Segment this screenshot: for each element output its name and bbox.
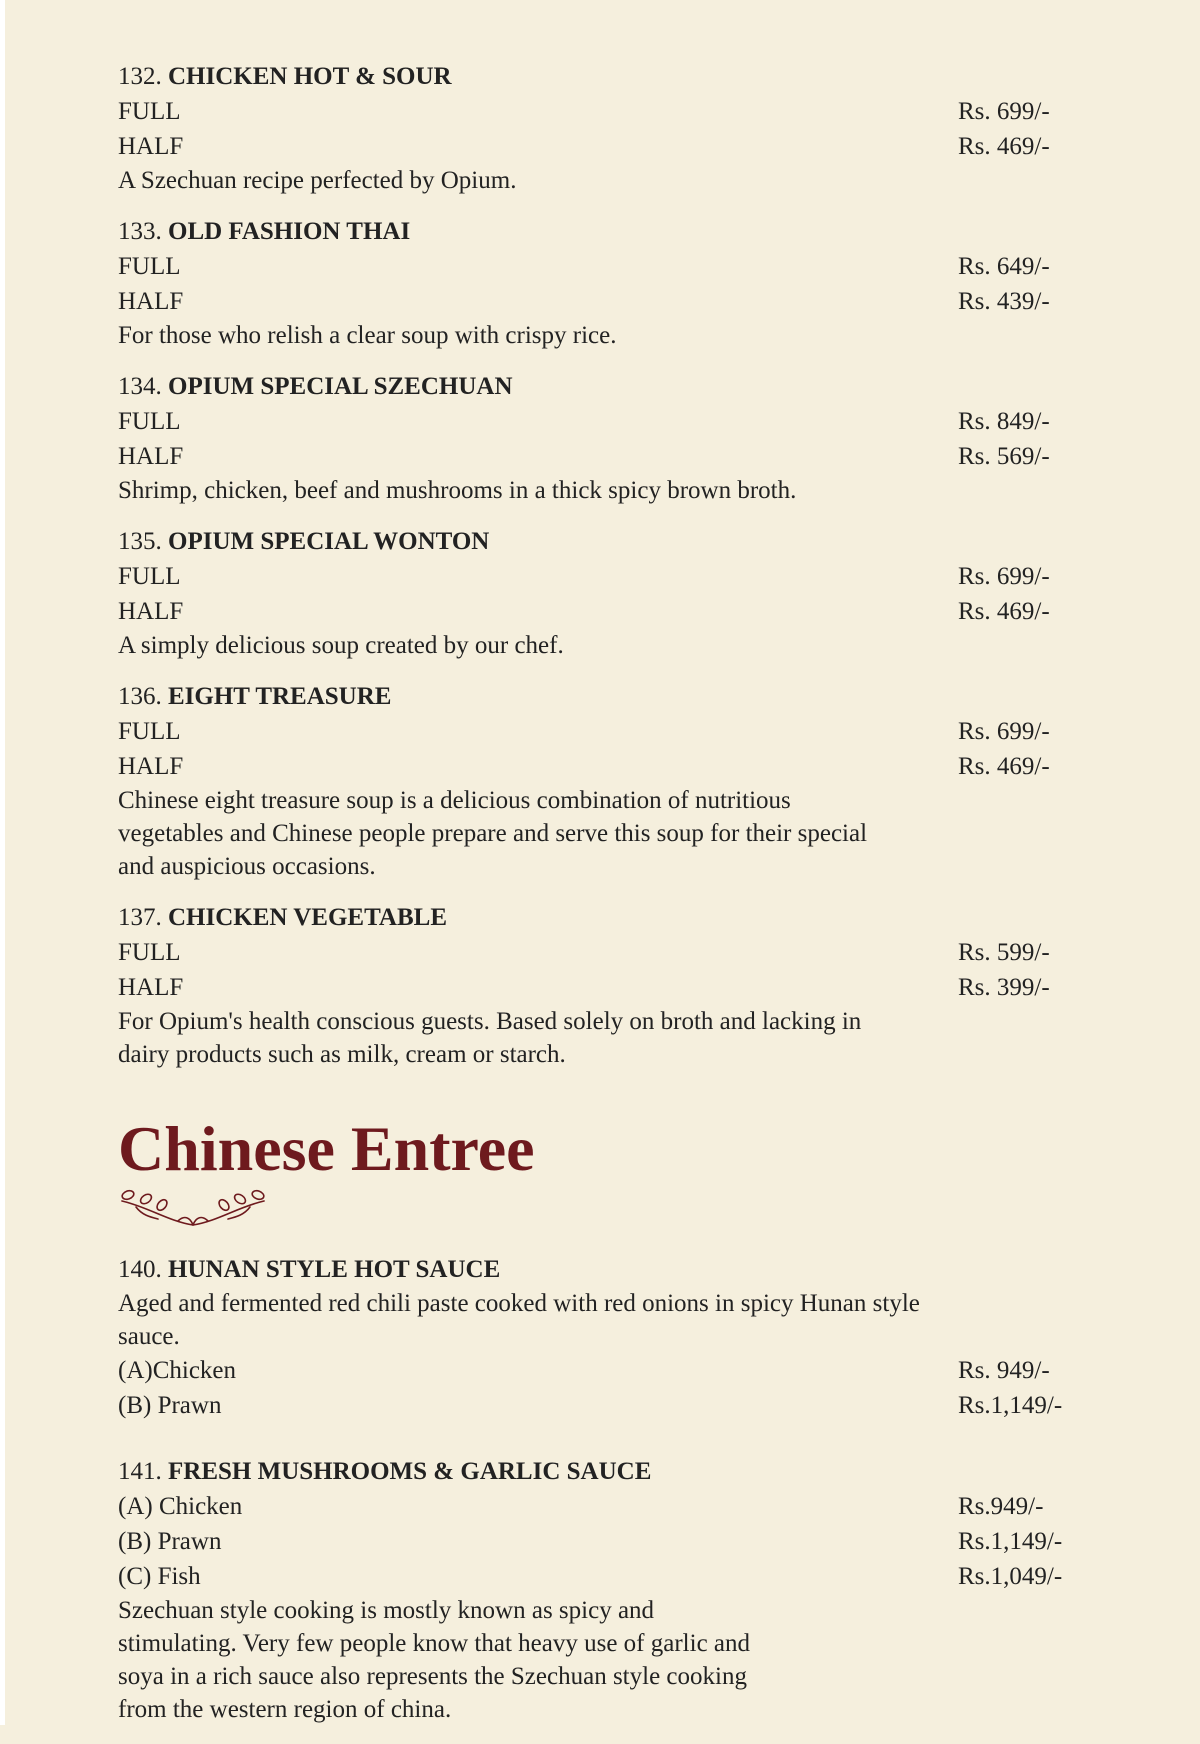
price: Rs. 949/- <box>958 1357 1050 1384</box>
price-row-chicken <box>118 1353 1078 1388</box>
portion-label: HALF <box>118 133 184 160</box>
item-title <box>118 1455 1078 1489</box>
price: Rs. 469/- <box>958 598 1050 625</box>
price-row-prawn <box>118 1524 1078 1559</box>
option-label: (B) Prawn <box>118 1392 222 1419</box>
section-title: Chinese Entree <box>118 1113 535 1184</box>
item-number: 132. <box>118 63 162 90</box>
item-number: 137. <box>118 904 162 931</box>
item-number: 136. <box>118 683 162 710</box>
item-title <box>118 60 1078 94</box>
item-name: EIGHT TREASURE <box>168 683 392 710</box>
item-number: 134. <box>118 373 162 400</box>
item-description: Aged and fermented red chili paste cooked with red onions in spicy Hunan style sauce. <box>118 1290 920 1350</box>
item-number: 135. <box>118 528 162 555</box>
section-header <box>118 1111 1078 1231</box>
price-row-full <box>118 249 1078 284</box>
price: Rs. 469/- <box>958 753 1050 780</box>
menu-item-141 <box>118 1455 1078 1726</box>
price-row-prawn <box>118 1388 1078 1423</box>
price: Rs. 469/- <box>958 133 1050 160</box>
item-description: Szechuan style cooking is mostly known as spicy and stimulating. Very few people know that heavy use of garlic and soya in a rich sauce also represents the Szechuan style cooking from the western region of china. <box>118 1597 751 1723</box>
portion-label: HALF <box>118 598 184 625</box>
price: Rs. 699/- <box>958 98 1050 125</box>
item-description: Chinese eight treasure soup is a delicious combination of nutritious vegetables and Chinese people prepare and serve this soup for their special and auspicious occasions. <box>118 787 868 880</box>
price-row-half <box>118 439 1078 474</box>
menu-item-132 <box>118 60 1078 197</box>
price-row-half <box>118 284 1078 319</box>
menu-item-133 <box>118 215 1078 352</box>
price: Rs. 649/- <box>958 253 1050 280</box>
price-row-full <box>118 714 1078 749</box>
item-description: For Opium's health conscious guests. Based solely on broth and lacking in dairy products such as milk, cream or starch. <box>118 1008 862 1068</box>
item-description: A Szechuan recipe perfected by Opium. <box>118 167 517 194</box>
item-name: CHICKEN VEGETABLE <box>168 904 448 931</box>
price: Rs.949/- <box>958 1493 1044 1520</box>
price: Rs.1,149/- <box>958 1392 1063 1419</box>
portion-label: HALF <box>118 753 184 780</box>
price-row-full <box>118 94 1078 129</box>
portion-label: FULL <box>118 408 181 435</box>
item-title <box>118 215 1078 249</box>
item-number: 140. <box>118 1256 162 1283</box>
price-row-chicken <box>118 1489 1078 1524</box>
item-description: A simply delicious soup created by our chef. <box>118 632 564 659</box>
item-title <box>118 525 1078 559</box>
item-description: For those who relish a clear soup with crispy rice. <box>118 322 617 349</box>
item-title <box>118 370 1078 404</box>
price: Rs.1,149/- <box>958 1528 1063 1555</box>
price-row-half <box>118 129 1078 164</box>
item-title <box>118 901 1078 935</box>
menu-item-135 <box>118 525 1078 662</box>
item-title <box>118 680 1078 714</box>
price-row-half <box>118 594 1078 629</box>
leaf-ornament-icon <box>118 1187 268 1231</box>
item-name: OPIUM SPECIAL SZECHUAN <box>168 373 513 400</box>
portion-label: FULL <box>118 563 181 590</box>
price: Rs. 599/- <box>958 939 1050 966</box>
price-row-full <box>118 935 1078 970</box>
price: Rs. 569/- <box>958 443 1050 470</box>
portion-label: HALF <box>118 288 184 315</box>
item-title <box>118 1253 1078 1287</box>
price: Rs.1,049/- <box>958 1563 1063 1590</box>
portion-label: HALF <box>118 443 184 470</box>
item-name: FRESH MUSHROOMS & GARLIC SAUCE <box>168 1458 652 1485</box>
portion-label: FULL <box>118 939 181 966</box>
price: Rs. 849/- <box>958 408 1050 435</box>
portion-label: FULL <box>118 718 181 745</box>
price-row-full <box>118 404 1078 439</box>
item-description: Shrimp, chicken, beef and mushrooms in a thick spicy brown broth. <box>118 477 797 504</box>
option-label: (A)Chicken <box>118 1357 237 1384</box>
menu-item-134 <box>118 370 1078 507</box>
option-label: (B) Prawn <box>118 1528 222 1555</box>
price-row-half <box>118 749 1078 784</box>
price: Rs. 399/- <box>958 974 1050 1001</box>
menu-content <box>118 60 1078 1744</box>
price-row-half <box>118 970 1078 1005</box>
menu-item-137 <box>118 901 1078 1071</box>
menu-item-140 <box>118 1253 1078 1423</box>
price: Rs. 439/- <box>958 288 1050 315</box>
price-row-full <box>118 559 1078 594</box>
price: Rs. 699/- <box>958 718 1050 745</box>
portion-label: FULL <box>118 253 181 280</box>
option-label: (C) Fish <box>118 1563 201 1590</box>
portion-label: HALF <box>118 974 184 1001</box>
item-name: CHICKEN HOT & SOUR <box>168 63 452 90</box>
option-label: (A) Chicken <box>118 1493 243 1520</box>
menu-item-136 <box>118 680 1078 883</box>
item-name: OLD FASHION THAI <box>168 218 411 245</box>
portion-label: FULL <box>118 98 181 125</box>
item-name: HUNAN STYLE HOT SAUCE <box>168 1256 501 1283</box>
price: Rs. 699/- <box>958 563 1050 590</box>
price-row-fish <box>118 1559 1078 1594</box>
item-number: 141. <box>118 1458 162 1485</box>
page-edge <box>0 0 5 1725</box>
item-number: 133. <box>118 218 162 245</box>
item-name: OPIUM SPECIAL WONTON <box>168 528 490 555</box>
